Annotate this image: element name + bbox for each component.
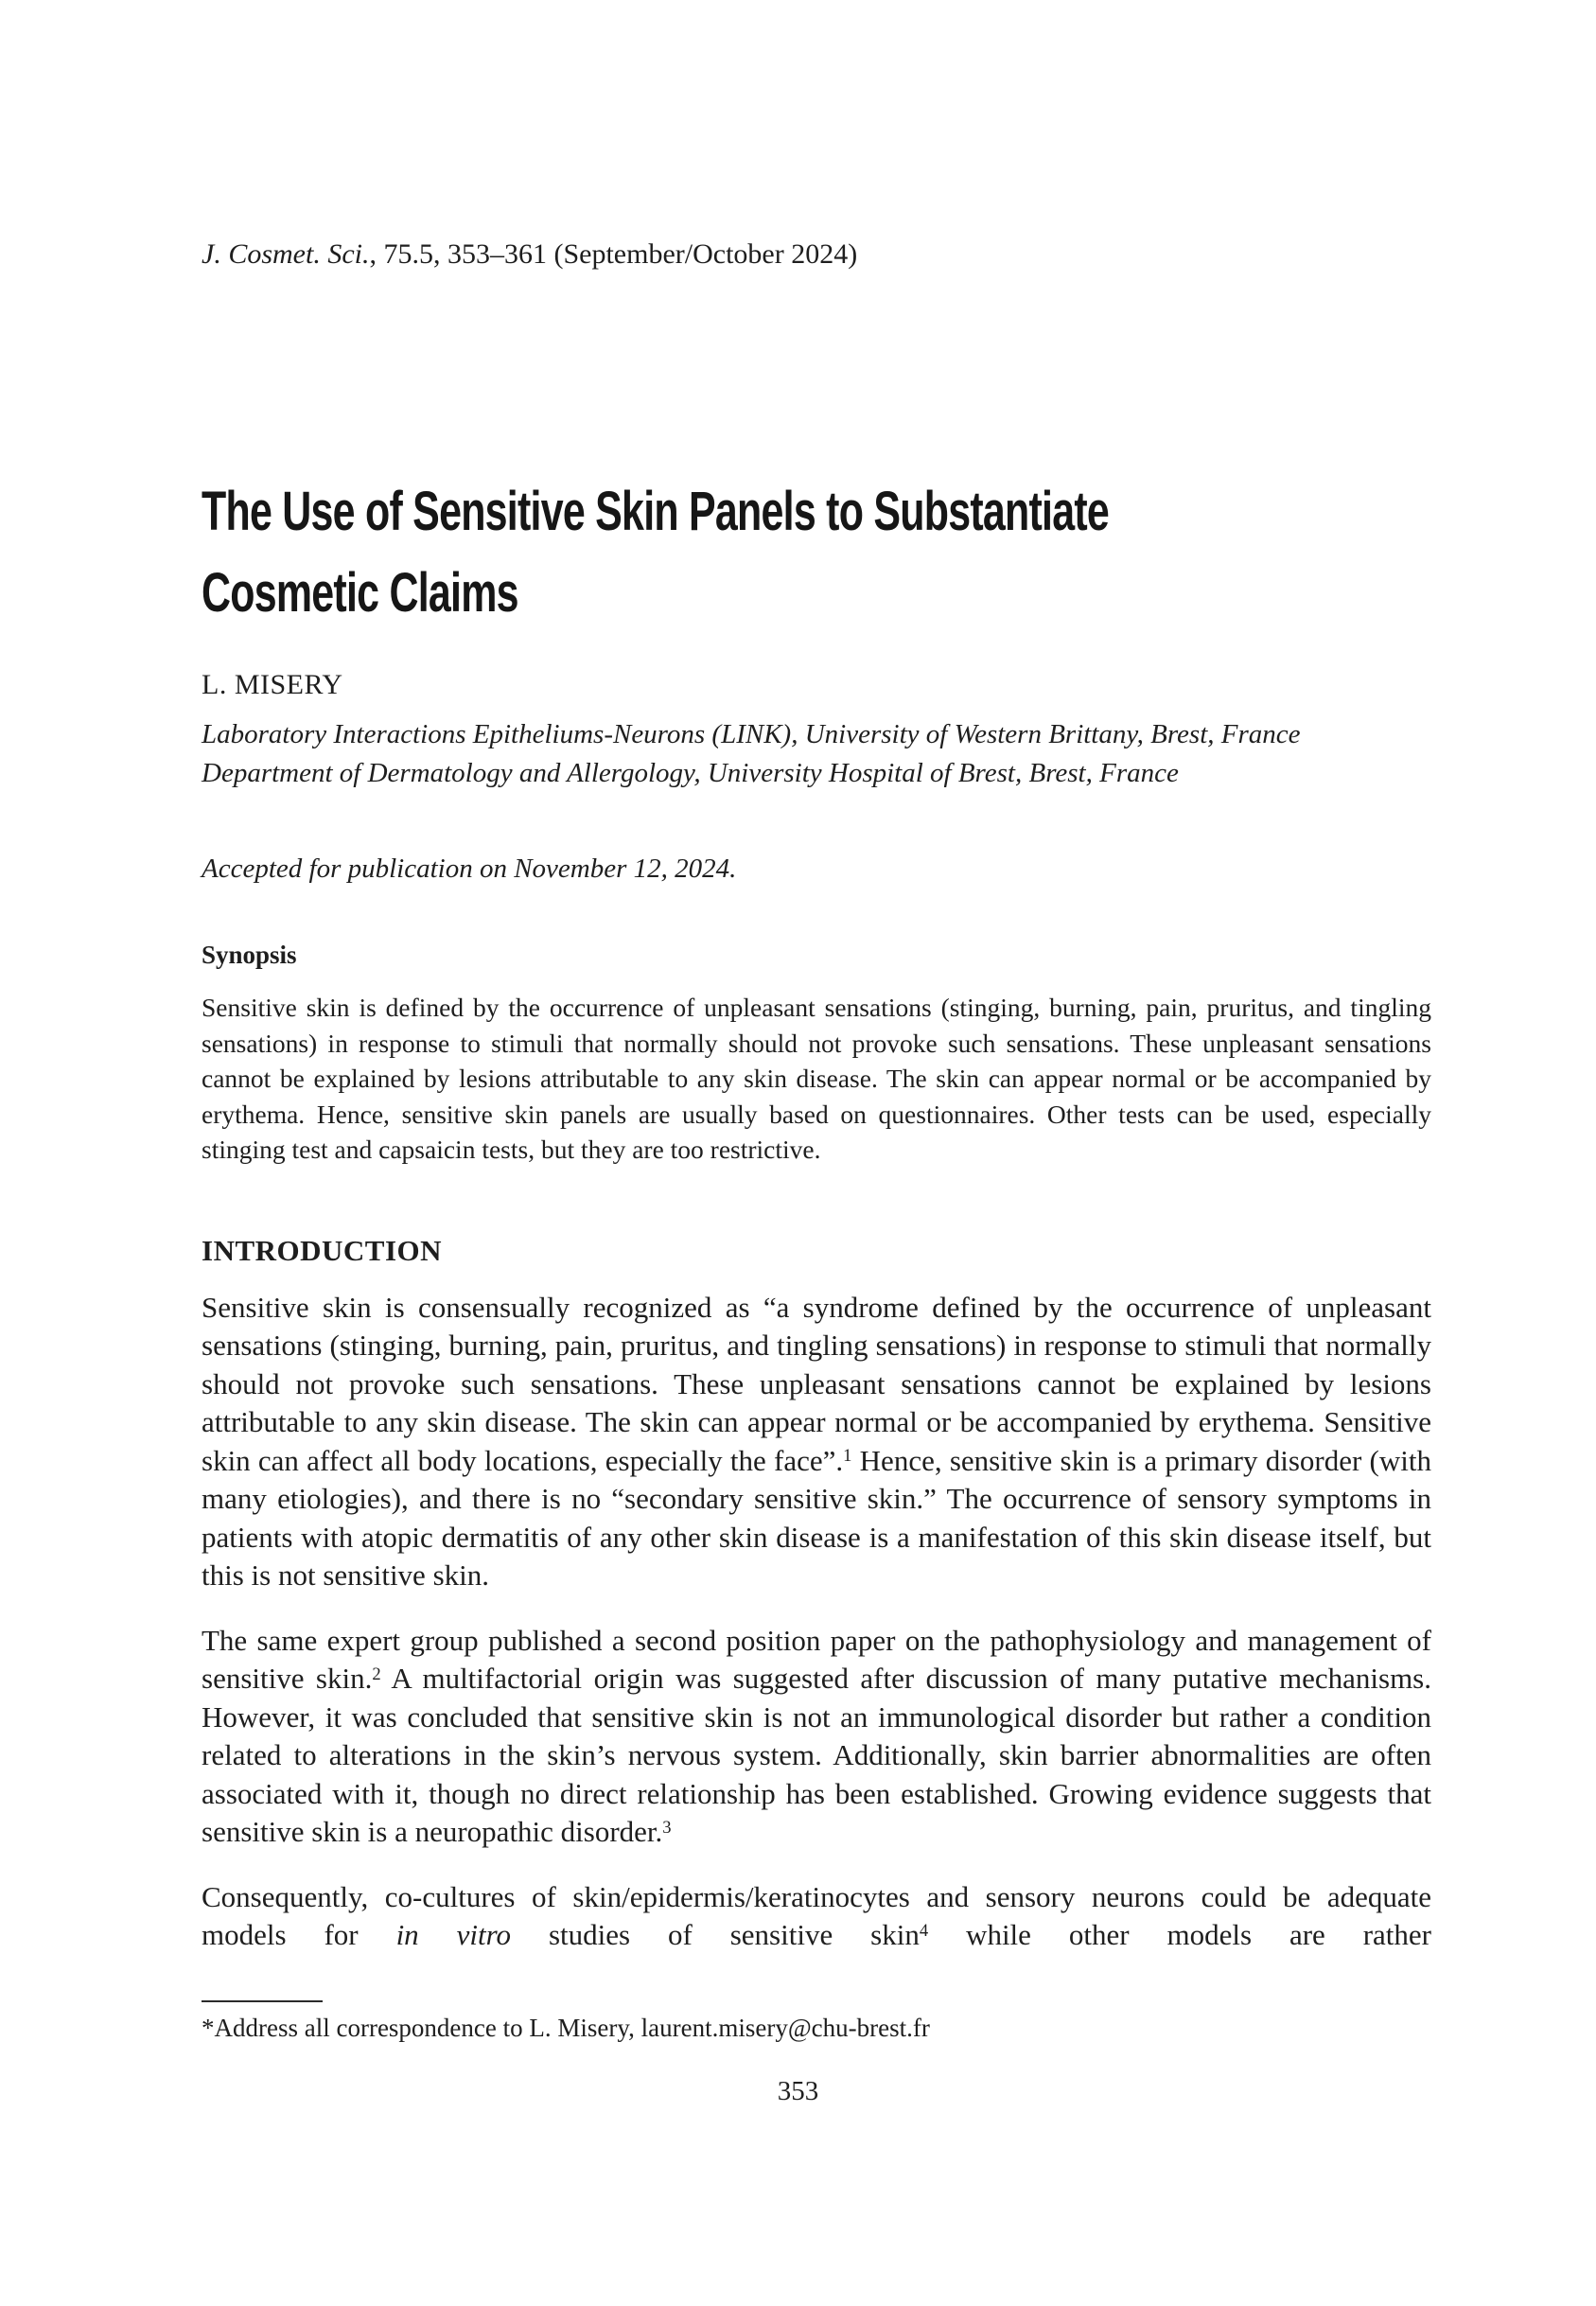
- synopsis-text: Sensitive skin is defined by the occurrence of unpleasant sensations (stinging, burning, pain, pruritus, and tingling sensations) in response to stimuli that normally should not provoke such sensations. These unpleasant sensations cannot be explained by lesions attributable to any skin disease. The skin can appear normal or be accompanied by erythema. Hence, sensitive skin panels are usually based on questionnaires. Other tests can be used, especially stinging test and capsaicin tests, but they are too restrictive.: [202, 993, 1431, 1164]
- affiliations: [202, 715, 1431, 793]
- introduction-heading: INTRODUCTION: [202, 1233, 443, 1267]
- page-number: 353: [777, 2075, 819, 2106]
- article-title-line-1: The Use of Sensitive Skin Panels to Substantiate: [202, 481, 1110, 542]
- footnote-text: *Address all correspondence to L. Misery, laurent.misery@chu-brest.fr: [202, 2013, 930, 2042]
- article-title-line-2: Cosmetic Claims: [202, 562, 518, 624]
- affiliation-line-2: Department of Dermatology and Allergology, University Hospital of Brest, Brest, France: [202, 758, 1179, 788]
- author-name: L. MISERY: [202, 669, 343, 700]
- intro-paragraph-3: Consequently, co-cultures of skin/epidermis/keratinocytes and sensory neurons could be adequate models for in vitro studies of sensitive skin$^4$ while other models are rather: [202, 1879, 1431, 1951]
- synopsis-heading: Synopsis: [202, 941, 297, 969]
- intro-paragraph-1: Sensitive skin is consensually recognized as “a syndrome defined by the occurrence of unpleasant sensations (stinging, burning, pain, pruritus, and tingling sensations) in response to stimuli that normally should not provoke such sensations. These unpleasant sensations cannot be explained by lesions attributable to any skin disease. The skin can appear normal or be accompanied by erythema. Sensitive skin can affect all body locations, especially the face”.$^1$ Hence, sensitive skin is a primary disorder (with many etiologies), and there is no “secondary sensitive skin.” The occurrence of sensory symptoms in patients with atopic dermatitis of any other skin disease is a manifestation of this skin disease itself, but this is not sensitive skin.: [202, 1290, 1431, 1592]
- accepted-note: Accepted for publication on November 12, 2024.: [202, 854, 737, 884]
- page-content-column: [202, 0, 1431, 2109]
- affiliation-line-1: Laboratory Interactions Epitheliums-Neurons (LINK), University of Western Brittany, Brest, France: [202, 719, 1301, 749]
- journal-citation: J. Cosmet. Sci., 75.5, 353–361 (September/October 2024): [202, 238, 858, 270]
- article-title: [202, 471, 1447, 634]
- footnote-divider: [202, 2000, 323, 2002]
- intro-paragraph-2: The same expert group published a second position paper on the pathophysiology and management of sensitive skin.$^2$ A multifactorial origin was suggested after discussion of many putative mechanisms. However, it was concluded that sensitive skin is not an immunological disorder but rather a condition related to alterations in the skin’s nervous system. Additionally, skin barrier abnormalities are often associated with it, though no direct relationship has been established. Growing evidence suggests that sensitive skin is a neuropathic disorder.$^3$: [202, 1623, 1431, 1848]
